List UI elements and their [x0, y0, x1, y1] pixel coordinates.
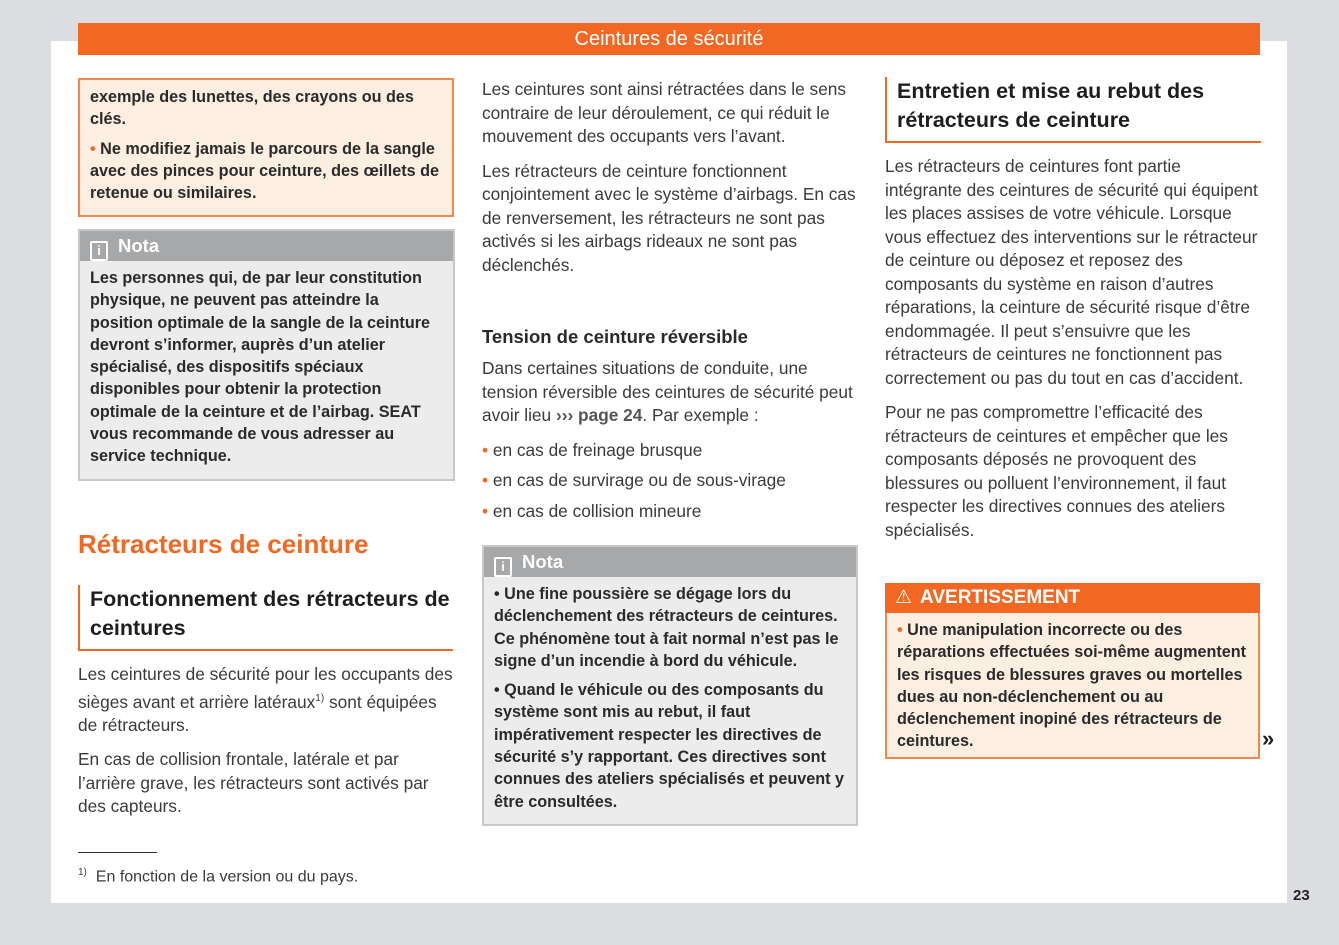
nota-title: Nota	[118, 235, 160, 256]
warning-continuation-box	[78, 78, 454, 217]
paragraph: Pour ne pas compromettre l’efficacité des rétracteurs de ceintures et empêcher que les composants déposés ne provoquent des blessures ou polluent l’environnement, il faut respecter les directives connues des ateliers spécialisés.	[885, 402, 1228, 540]
page-number: 23	[1293, 887, 1310, 904]
footnote	[78, 867, 358, 886]
section-title: Rétracteurs de ceinture	[78, 529, 369, 559]
nota-item-text: Une fine poussière se dégage lors du déclenchement des rétracteurs de ceintures. Ce phénomène tout à fait normal n’est pas le signe d’un incendie à bord du véhicule.	[494, 585, 839, 670]
right-body	[885, 155, 1260, 553]
list-item: • en cas de collision mineure	[482, 500, 857, 524]
warning-bullet-text: Ne modifiez jamais le parcours de la sangle avec des pinces pour ceinture, des œillets de retenue ou similaires.	[90, 139, 440, 203]
paragraph: Les rétracteurs de ceintures font partie intégrante des ceintures de sécurité qui équipent les places assises de votre véhicule. Lorsque vous effectuez des interventions sur le rétracteur de ceinture ou déposez et reposez des composants du système en raison d’autres réparations, la ceinture de sécurité risque d’être endommagée. Il peut s’ensuivre que les rétracteurs de ceintures ne fonctionnent pas correctement ou pas du tout en cas d’accident.	[885, 156, 1258, 388]
paragraph	[482, 357, 857, 428]
warning-text: exemple des lunettes, des crayons ou des clés.	[90, 88, 414, 129]
list-item: • en cas de survirage ou de sous-virage	[482, 469, 857, 493]
nota-header	[484, 547, 856, 577]
warning-box	[885, 583, 1260, 759]
chapter-header: Ceintures de sécurité	[78, 23, 1260, 55]
list-item: • en cas de freinage brusque	[482, 439, 857, 463]
paragraph: Les ceintures sont ainsi rétractées dans le sens contraire de leur déroulement, ce qui réduit le mouvement des occupants vers l’avant.	[482, 79, 847, 146]
page-link[interactable]: ››› page 24	[555, 405, 643, 425]
nota-item: • Quand le véhicule ou des composants du système sont mis au rebut, il faut impérativement respecter les directives de sécurité s’y rapportant. Ces directives sont connues des ateliers spécialisés et peuvent y être consultées.	[494, 681, 844, 811]
nota-header	[80, 231, 453, 261]
nota-box-left	[78, 229, 455, 481]
left-body	[78, 663, 456, 830]
section-heading-entretien: Entretien et mise au rebut des rétracteurs de ceinture	[885, 77, 1261, 143]
subheading-tension: Tension de ceinture réversible	[482, 326, 748, 347]
p1-text: Les ceintures de sécurité pour les occupants des sièges avant et arrière latéraux	[78, 664, 453, 712]
bullet-list	[482, 439, 857, 524]
warning-text: • Une manipulation incorrecte ou des réparations effectuées soi-même augmentent les risques de blessures graves ou mortelles dues au non-déclenchement ou au déclenchement inopiné des rétracteurs de ceintures.	[897, 621, 1247, 751]
paragraph	[78, 663, 456, 737]
p1-text-end: sont équipées de rétracteurs.	[78, 691, 437, 735]
footnote-text: En fonction de la version ou du pays.	[95, 868, 359, 886]
info-icon: i	[90, 241, 108, 261]
footnote-mark: 1)	[78, 867, 87, 878]
middle-body-2	[482, 357, 857, 530]
nota-item: • Une fine poussière se dégage lors du déclenchement des rétracteurs de ceintures. Ce phénomène tout à fait normal n’est pas le signe d’un incendie à bord du véhicule.	[494, 585, 839, 670]
paragraph: En cas de collision frontale, latérale et par l’arrière grave, les rétracteurs sont activés par des capteurs.	[78, 749, 429, 817]
nota-item-text: Quand le véhicule ou des composants du système sont mis au rebut, il faut impérativement respecter les directives de sécurité s’y rapportant. Ces directives sont connues des ateliers spécialisés et peuvent y être consultées.	[494, 681, 844, 811]
warning-text-body: Une manipulation incorrecte ou des réparations effectuées soi-même augmentent les risques de blessures graves ou mortelles dues au non-déclenchement ou au déclenchement inopiné des rétracteurs de ceintures.	[897, 621, 1247, 751]
warning-triangle-icon: ⚠	[895, 587, 913, 608]
p3-text-end: . Par exemple :	[642, 405, 759, 425]
nota-box-middle	[482, 545, 858, 826]
nota-title: Nota	[522, 551, 564, 572]
info-icon: i	[494, 557, 512, 577]
warning-bullet: • Ne modifiez jamais le parcours de la sangle avec des pinces pour ceinture, des œillets de retenue ou similaires.	[90, 139, 440, 203]
middle-body	[482, 78, 857, 288]
paragraph: Les rétracteurs de ceinture fonctionnent conjointement avec le système d’airbags. En cas de renversement, les rétracteurs ne sont pas activés si les airbags rideaux ne sont pas déclenchés.	[482, 160, 856, 275]
warning-header	[885, 583, 1260, 613]
warning-title: AVERTISSEMENT	[920, 587, 1081, 608]
nota-text: Les personnes qui, de par leur constitution physique, ne peuvent pas atteindre la position optimale de la sangle de la ceinture devront s’informer, auprès d’un atelier spécialisé, des dispositifs spéciaux disponibles pour obtenir la protection optimale de la ceinture et de l’airbag. SEAT vous recommande de vous adresser au service technique.	[90, 269, 431, 466]
continue-icon: »	[1262, 726, 1275, 751]
p3-text: Dans certaines situations de conduite, une tension réversible des ceintures de sécurité peut avoir lieu	[482, 358, 853, 425]
footnote-ref[interactable]: 1)	[315, 692, 325, 704]
footnote-divider	[78, 852, 157, 853]
subsection-title: Fonctionnement des rétracteurs de ceintures	[78, 585, 453, 651]
